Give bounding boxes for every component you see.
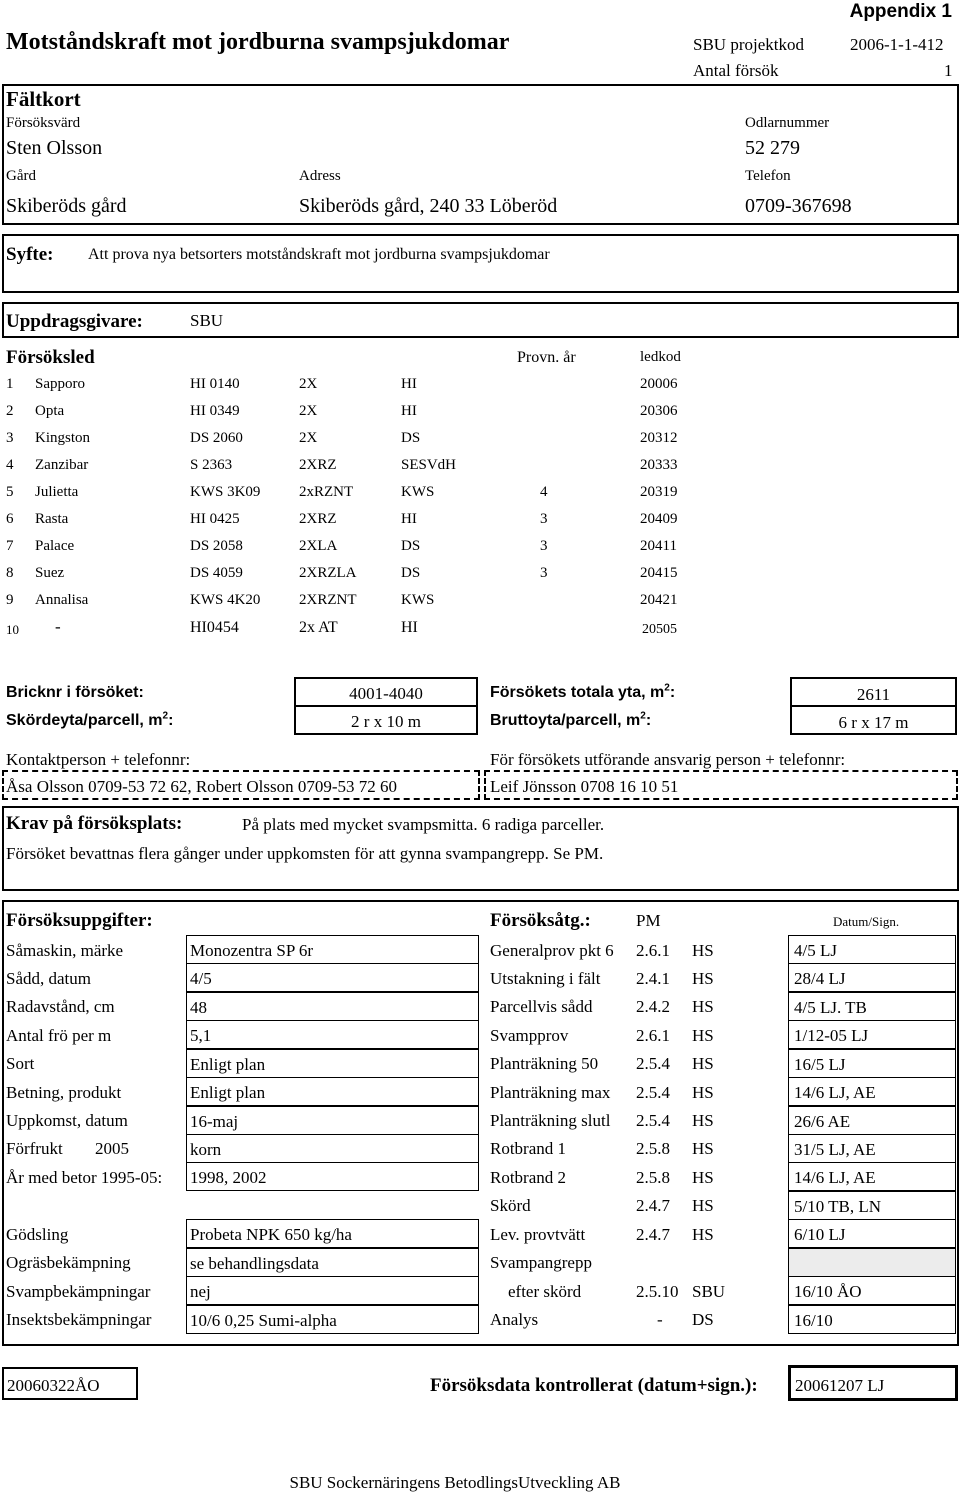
faltkort-heading: Fältkort [6, 87, 81, 111]
forsoksvard-label: Försöksvärd [6, 115, 81, 131]
atgard-sign-field [788, 1219, 956, 1248]
led-company: SESVdH [401, 457, 457, 473]
atgard-resp: HS [692, 1054, 714, 1073]
atgard-sign: 26/6 AE [794, 1112, 851, 1131]
atgard-resp: HS [692, 997, 714, 1016]
atgard-code: 2.6.1 [636, 941, 670, 960]
provn-ar-label: Provn. år [517, 349, 576, 366]
atgard-name: efter skörd [508, 1282, 582, 1301]
atgard-sign: 4/5 LJ [794, 941, 837, 960]
atgard-code: 2.4.7 [636, 1196, 670, 1215]
led-ledkod: 20505 [642, 622, 677, 637]
uppgift-label: Förfrukt [6, 1139, 63, 1158]
atgard-name: Planträkning max [490, 1083, 611, 1102]
uppgift-label: Uppkomst, datum [6, 1111, 128, 1130]
atgard-name: Generalprov pkt 6 [490, 941, 614, 960]
atgard-name: Planträkning slutl [490, 1111, 611, 1130]
led-num: 4 [6, 457, 14, 473]
atgard-resp: HS [692, 969, 714, 988]
atgard-sign-field [788, 1276, 956, 1305]
atgard-sign: 14/6 LJ, AE [794, 1083, 876, 1102]
uppgift-field [186, 935, 479, 964]
led-num: 10 [6, 622, 19, 637]
led-num: 8 [6, 565, 14, 581]
syfte-text: Att prova nya betsorters motståndskraft mot jordburna svampsjukdomar [88, 246, 550, 263]
led-code: S 2363 [190, 457, 233, 473]
led-company: HI [401, 376, 417, 392]
uppgift-value: Enligt plan [190, 1083, 266, 1102]
atgard-code: 2.5.4 [636, 1054, 670, 1073]
atgard-sign-field [788, 1077, 956, 1106]
bricknr-field [294, 677, 478, 706]
ansvarig-value: Leif Jönsson 0708 16 10 51 [490, 777, 679, 796]
antal-forsok-value: 1 [944, 61, 953, 80]
telefon-value: 0709-367698 [745, 195, 852, 217]
atgard-code: 2.6.1 [636, 1026, 670, 1045]
odlarnummer-value: 52 279 [745, 137, 800, 159]
uppgift-field [186, 1106, 479, 1135]
led-sort: Rasta [35, 511, 69, 527]
skordeyta-label: Skördeyta/parcell, $m^2$: [6, 710, 174, 729]
atgard-sign-field [788, 935, 956, 964]
adress-value: Skiberöds gård, 240 33 Löberöd [299, 195, 558, 217]
led-num: 2 [6, 403, 14, 419]
forsoksled-heading: Försöksled [6, 347, 95, 368]
atgard-code: - [657, 1310, 663, 1329]
led-code: DS 2060 [190, 430, 243, 446]
atgard-resp: HS [692, 1225, 714, 1244]
uppgift-value: 48 [190, 998, 207, 1017]
uppgift-value: korn [190, 1140, 222, 1159]
led-ledkod: 20333 [640, 457, 678, 473]
uppgift-field [186, 992, 479, 1021]
uppgift-field [186, 963, 479, 992]
atgard-name: Rotbrand 1 [490, 1139, 567, 1158]
led-company: DS [401, 430, 421, 446]
atgard-name: Planträkning 50 [490, 1054, 599, 1073]
atgard-sign: 16/10 [794, 1311, 833, 1330]
uppgift-value: 1998, 2002 [190, 1168, 267, 1187]
bruttoyta-field [790, 706, 957, 735]
led-type: 2XRZNT [299, 592, 357, 608]
ansvarig-label: För försökets utförande ansvarig person + telefonnr: [490, 750, 846, 769]
led-sort: Zanzibar [35, 457, 89, 473]
atgard-sign: 16/5 LJ [794, 1055, 846, 1074]
atgard-resp: HS [692, 1083, 714, 1102]
atgard-code: 2.4.7 [636, 1225, 670, 1244]
uppgift-value: nej [190, 1282, 211, 1301]
skordeyta-field [294, 706, 478, 735]
atgard-name: Svampangrepp [490, 1253, 592, 1272]
forfrukt-year: 2005 [95, 1139, 129, 1158]
atgard-code: 2.5.10 [636, 1282, 679, 1301]
datum-sign-label: Datum/Sign. [833, 914, 900, 929]
uppdragsgivare-label: Uppdragsgivare: [6, 311, 143, 332]
atgard-resp: HS [692, 941, 714, 960]
led-ledkod: 20421 [640, 592, 678, 608]
forsoksvard-value: Sten Olsson [6, 137, 103, 159]
atgard-code: 2.4.1 [636, 969, 670, 988]
uppgift-label: Gödsling [6, 1225, 69, 1244]
led-code: DS 2058 [190, 538, 243, 554]
uppgift-field [186, 1219, 479, 1248]
atgard-resp: SBU [692, 1282, 726, 1301]
led-type: 2XLA [299, 538, 338, 554]
uppgift-value: se behandlingsdata [190, 1254, 319, 1273]
forsoksatg-heading: Försöksåtg.: [490, 910, 591, 931]
led-type: 2XRZ [299, 511, 337, 527]
bottom-left-value: 20060322ÅO [7, 1376, 100, 1395]
uppgift-value: 16-maj [190, 1112, 239, 1131]
uppgift-field [186, 1248, 479, 1277]
led-sort: Kingston [35, 430, 91, 446]
atgard-resp: HS [692, 1139, 714, 1158]
appendix-label: Appendix 1 [849, 1, 952, 22]
forsoksuppgifter-heading: Försöksuppgifter: [6, 910, 153, 931]
atgard-sign-field [788, 1020, 956, 1049]
uppgift-label: Antal frö per m [6, 1026, 112, 1045]
ledkod-label: ledkod [640, 349, 681, 365]
led-ledkod: 20306 [640, 403, 678, 419]
led-sort: Sapporo [35, 376, 85, 392]
uppdragsgivare-value: SBU [190, 311, 224, 330]
atgard-code: 2.4.2 [636, 997, 670, 1016]
atgard-sign: 6/10 LJ [794, 1225, 846, 1244]
atgard-resp: HS [692, 1168, 714, 1187]
uppdragsgivare-box [2, 302, 959, 338]
led-type: 2X [299, 430, 318, 446]
uppgift-value: 5,1 [190, 1026, 212, 1045]
atgard-code: 2.5.8 [636, 1139, 670, 1158]
led-sort: Julietta [35, 484, 79, 500]
led-type: 2X [299, 403, 318, 419]
atgard-sign-field [788, 1191, 956, 1220]
led-type: 2x AT [299, 619, 338, 636]
atgard-sign-field [788, 992, 956, 1021]
led-company: HI [401, 403, 417, 419]
page-title: Motståndskraft mot jordburna svampsjukdomar [6, 29, 510, 55]
krav-text-1: På plats med mycket svampsmitta. 6 radiga parceller. [242, 815, 605, 834]
uppgift-field [186, 1276, 479, 1305]
led-company: DS [401, 565, 421, 581]
syfte-box [2, 234, 959, 293]
led-ledkod: 20415 [640, 565, 678, 581]
uppgift-value: 4/5 [190, 969, 212, 988]
uppgift-field [186, 1162, 479, 1191]
led-sort: Annalisa [35, 592, 89, 608]
atgard-code: 2.5.8 [636, 1168, 670, 1187]
kontakt-value: Åsa Olsson 0709-53 72 62, Robert Olsson 0709-53 72 60 [6, 777, 397, 796]
atgard-name: Parcellvis sådd [490, 997, 593, 1016]
atgard-sign-field [788, 1248, 956, 1277]
uppgift-label: Sort [6, 1054, 35, 1073]
led-ledkod: 20411 [640, 538, 677, 554]
atgard-name: Skörd [490, 1196, 531, 1215]
atgard-sign-field [788, 1305, 956, 1334]
led-type: 2XRZLA [299, 565, 357, 581]
atgard-name: Utstakning i fält [490, 969, 601, 988]
led-num: 6 [6, 511, 14, 527]
led-company: DS [401, 538, 421, 554]
atgard-sign: 31/5 LJ, AE [794, 1140, 876, 1159]
atgard-resp: HS [692, 1026, 714, 1045]
led-company: HI [401, 619, 418, 636]
uppgift-label: Radavstånd, cm [6, 997, 115, 1016]
adress-label: Adress [299, 168, 341, 184]
led-provn: 3 [540, 565, 548, 581]
bruttoyta-value: 6 r x 17 m [838, 713, 909, 732]
uppgift-label: Ogräsbekämpning [6, 1253, 131, 1272]
atgard-code: 2.5.4 [636, 1083, 670, 1102]
led-num: 1 [6, 376, 14, 392]
uppgift-label: Svampbekämpningar [6, 1282, 151, 1301]
footer-text: SBU Sockernäringens BetodlingsUtveckling AB [289, 1473, 621, 1492]
bruttoyta-label: Bruttoyta/parcell, $m^2$: [490, 710, 652, 729]
uppgift-label: Insektsbekämpningar [6, 1310, 152, 1329]
led-num: 3 [6, 430, 14, 446]
led-sort: - [55, 617, 61, 636]
project-code-label: SBU projektkod [693, 35, 804, 54]
gard-value: Skiberöds gård [6, 195, 127, 217]
atgard-sign: 16/10 ÅO [794, 1282, 862, 1301]
atgard-resp: DS [692, 1310, 714, 1329]
uppgift-label: År med betor 1995-05: [6, 1168, 163, 1187]
atgard-sign: 1/12-05 LJ [794, 1026, 869, 1045]
led-num: 9 [6, 592, 14, 608]
kontakt-label: Kontaktperson + telefonnr: [6, 750, 191, 769]
led-company: HI [401, 511, 417, 527]
led-provn: 4 [540, 484, 548, 500]
led-num: 5 [6, 484, 14, 500]
krav-text-2: Försöket bevattnas flera gånger under uppkomsten för att gynna svampangrepp. Se PM. [6, 844, 604, 863]
atgard-sign: 28/4 LJ [794, 969, 846, 988]
led-code: KWS 4K20 [190, 592, 261, 608]
led-code: KWS 3K09 [190, 484, 261, 500]
led-company: KWS [401, 484, 435, 500]
atgard-sign-field [788, 1134, 956, 1163]
led-num: 7 [6, 538, 14, 554]
atgard-code: 2.5.4 [636, 1111, 670, 1130]
led-code: HI 0349 [190, 403, 240, 419]
uppgift-field [186, 1049, 479, 1078]
led-ledkod: 20319 [640, 484, 678, 500]
uppgift-label: Såmaskin, märke [6, 941, 124, 960]
led-ledkod: 20006 [640, 376, 678, 392]
uppgift-label: Betning, produkt [6, 1083, 122, 1102]
led-code: HI 0140 [190, 376, 240, 392]
led-sort: Suez [35, 565, 65, 581]
atgard-resp: HS [692, 1196, 714, 1215]
project-code-value: 2006-1-1-412 [850, 35, 944, 54]
bricknr-value: 4001-4040 [349, 684, 423, 703]
atgard-sign: 14/6 LJ, AE [794, 1168, 876, 1187]
atg-pm: PM [636, 911, 661, 930]
led-provn: 3 [540, 538, 548, 554]
atgard-name: Analys [490, 1310, 539, 1329]
led-code: HI 0425 [190, 511, 240, 527]
skordeyta-value: 2 r x 10 m [351, 712, 421, 731]
odlarnummer-label: Odlarnummer [745, 115, 830, 131]
uppgift-value: 10/6 0,25 Sumi-alpha [190, 1311, 337, 1330]
atgard-sign: 4/5 LJ. TB [794, 998, 867, 1017]
uppgift-value: Monozentra SP 6r [190, 941, 314, 960]
atgard-sign-field [788, 963, 956, 992]
telefon-label: Telefon [745, 168, 791, 184]
atgard-sign-field [788, 1106, 956, 1135]
led-type: 2xRZNT [299, 484, 354, 500]
antal-forsok-label: Antal försök [693, 61, 779, 80]
atgard-name: Lev. provtvätt [490, 1225, 586, 1244]
atgard-sign-field [788, 1049, 956, 1078]
syfte-label: Syfte: [6, 244, 54, 265]
led-company: KWS [401, 592, 435, 608]
atgard-name: Svampprov [490, 1026, 569, 1045]
led-ledkod: 20409 [640, 511, 678, 527]
totala-yta-field [790, 677, 957, 706]
led-sort: Palace [35, 538, 75, 554]
atgard-sign-field [788, 1162, 956, 1191]
uppgift-field [186, 1020, 479, 1049]
gard-label: Gård [6, 168, 36, 184]
led-type: 2X [299, 376, 318, 392]
led-type: 2XRZ [299, 457, 337, 473]
totala-yta-label: Försökets totala yta, $m^2$: [490, 682, 676, 701]
bricknr-label: Bricknr i försöket: [6, 684, 144, 701]
led-code: DS 4059 [190, 565, 243, 581]
uppgift-value: Probeta NPK 650 kg/ha [190, 1225, 352, 1244]
atgard-name: Rotbrand 2 [490, 1168, 567, 1187]
uppgift-field [186, 1305, 479, 1334]
uppgift-field [186, 1077, 479, 1106]
uppgift-value: Enligt plan [190, 1055, 266, 1074]
uppgift-field [186, 1134, 479, 1163]
led-sort: Opta [35, 403, 65, 419]
kontroll-value: 20061207 LJ [795, 1376, 885, 1395]
uppgift-label: Sådd, datum [6, 969, 91, 988]
totala-yta-value: 2611 [856, 685, 891, 704]
atgard-resp: HS [692, 1111, 714, 1130]
led-code: HI0454 [190, 619, 239, 636]
led-provn: 3 [540, 511, 548, 527]
krav-label: Krav på försöksplats: [6, 813, 183, 834]
led-ledkod: 20312 [640, 430, 678, 446]
kontroll-label: Försöksdata kontrollerat (datum+sign.): [430, 1375, 758, 1396]
atgard-sign: 5/10 TB, LN [794, 1197, 882, 1216]
